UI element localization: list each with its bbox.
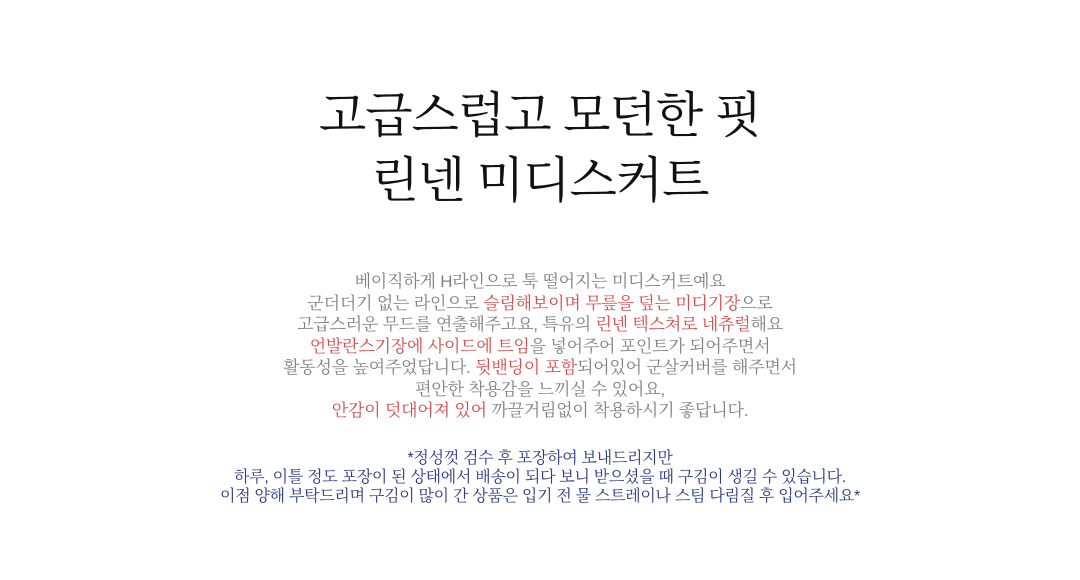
description-text: 군더더기 없는 라인으로 — [307, 293, 484, 313]
description-text: 해요 — [750, 315, 783, 334]
description-text: 을 넣어주어 포인트가 되어주면서 — [529, 336, 771, 356]
description-text: 고급스러운 무드를 연출해주고요, 특유의 — [297, 315, 596, 334]
description-line — [0, 357, 1080, 379]
title-line-2: 린넨 미디스커트 — [371, 154, 709, 208]
description-line — [0, 314, 1080, 336]
description-text: 으로 — [740, 293, 773, 313]
description-line — [0, 400, 1080, 422]
notice-line: 하루, 이틀 정도 포장이 된 상태에서 배송이 되다 보니 받으셨을 때 구김이 생길 수 있습니다. — [234, 469, 846, 486]
description-highlight-text: 안감이 덧대어져 있어 — [331, 401, 487, 420]
description-text: 베이직하게 H라인으로 툭 떨어지는 미디스커트예요 — [354, 272, 726, 291]
description-highlight-text: 슬림해보이며 무릎을 덮는 미디기장 — [483, 293, 741, 313]
notice-line: 이점 양해 부탁드리며 구김이 많이 간 상품은 입기 전 물 스트레이나 스팀 다림질 후 입어주세요* — [220, 488, 860, 505]
description-text: 까끌거림없이 착용하시기 좋답니다. — [486, 401, 749, 420]
description-highlight-text: 언발란스기장에 사이드에 트임 — [309, 336, 530, 356]
description-line — [0, 379, 1080, 401]
description-line — [0, 293, 1080, 315]
description-highlight-text: 린넨 텍스쳐로 네츄럴 — [595, 315, 751, 334]
page-title — [0, 84, 1080, 214]
notice-line: *정성껏 검수 후 포장하여 보내드리지만 — [407, 450, 673, 467]
description-text: 활동성을 높여주었답니다. — [283, 358, 476, 377]
description-line — [0, 336, 1080, 358]
description-highlight-text: 뒷밴딩이 포함 — [475, 358, 577, 377]
shipping-notice — [0, 449, 1080, 506]
product-description — [0, 271, 1080, 422]
description-line — [0, 271, 1080, 293]
description-text: 편안한 착용감을 느끼실 수 있어요, — [415, 379, 665, 399]
title-line-1: 고급스럽고 모던한 핏 — [318, 89, 762, 143]
description-text: 되어있어 군살커버를 해주면서 — [576, 358, 797, 377]
